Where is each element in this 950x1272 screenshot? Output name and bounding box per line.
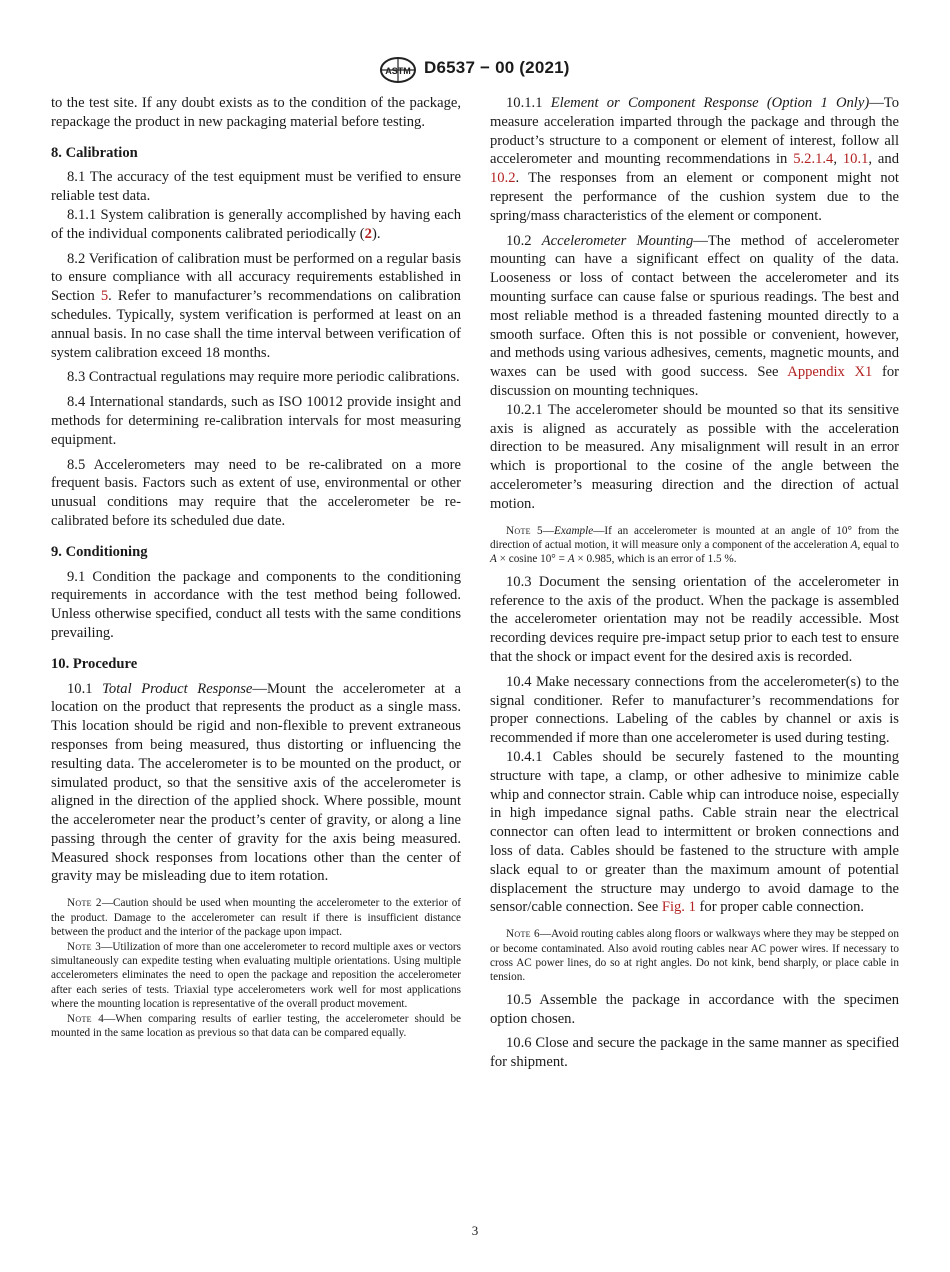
paragraph-8-2: 8.2 Verification of calibration must be performed on a regular basis to ensure compliance with all accuracy requirements established in Section 5. Refer to manufacturer’s recommendations on calibration schedules. Typically, system verification is performed at least on an annual basis. In no case shall the time interval between verification of system calibration exceed 18 months. [51,250,461,361]
svg-text:ASTM: ASTM [385,66,411,76]
section-heading-9: 9. Conditioning [51,543,148,560]
paragraph-continuation: to the test site. If any doubt exists as to the condition of the package, repackage the product in new packaging material before testing. [51,95,461,130]
paragraph-9-1: 9.1 Condition the package and components to the conditioning requirements in accordance with the test method being followed. Unless otherwise specified, conduct all tests with the same conditions prevailing. [51,568,461,641]
paragraph-10-4: 10.4 Make necessary connections from the accelerometer(s) to the signal conditioner. Refer to manufacturer’s recommendations for proper connections. Labeling of the cables by channel or axis is recommended if more than one accelerometer is used during testing. [490,673,899,747]
link-appendix-x1[interactable]: Appendix X1 [787,364,873,381]
paragraph-10-6: 10.6 Close and secure the package in the same manner as specified for shipment. [490,1035,899,1071]
document-id: D6537 − 00 (2021) [424,58,570,77]
note-3: Note 3—Utilization of more than one accelerometer to record multiple axes or vectors simultaneously can expedite testing when evaluating multiple orientations. Using multiple accelerometers eliminates the need to open the package and reposition the accelerometer after each series of tests. Triaxial type accelerometers work well for most applications where the mounting location is representative of the overall product movement. [51,940,462,1011]
astm-logo [378,56,418,84]
right-column [490,94,899,1072]
paragraph-10-4-1: 10.4.1 Cables should be securely fastened to the mounting structure with tape, a clamp, or other adhesive to minimize cable whip and connector strain. Cable whip can introduce noise, especially in high impedance signal paths. Cable strain near the electrical connector can often lead to intermittent or broken connections and loss of data. Cables should be fastened to the structure with ample slack equal to or greater than the maximum amount of potential displacement the structure may undergo to avoid damage to the sensor/cable connection. See Fig. 1 for proper cable connection. [490,748,899,916]
paragraph-8-3: 8.3 Contractual regulations may require more periodic calibrations. [67,369,460,386]
paragraph-10-5: 10.5 Assemble the package in accordance with the specimen option chosen. [490,991,899,1027]
paragraph-10-3: 10.3 Document the sensing orientation of the accelerometer in reference to the axis of the product. When the package is assembled the accelerometer orientation may not be readily accessible. Most recording devices require pre-impact setup prior to each test to ensure that the shock or impact event for the desired axis is recorded. [490,573,899,665]
paragraph-8-1: 8.1 The accuracy of the test equipment must be verified to ensure reliable test data. [51,169,461,205]
link-10-1[interactable]: 10.1 [842,151,869,168]
note-2: Note 2—Caution should be used when mounting the accelerometer to the exterior of the product. Damage to the accelerometer can result if there is insufficient distance between the product and the interior of the package upon impact. [51,897,462,939]
paragraph-8-5: 8.5 Accelerometers may need to be re-calibrated on a more frequent basis. Factors such as extent of use, environmental or other unusual conditions may require that the accelerometer be re-calibrated before its scheduled due date. [51,456,461,529]
paragraph-8-4: 8.4 International standards, such as ISO 10012 provide insight and methods for determining re-calibration intervals for most measuring equipment. [51,394,461,448]
page-number: 3 [471,1223,479,1238]
left-column [51,94,461,1040]
page-header [0,56,950,86]
section-heading-8: 8. Calibration [51,144,138,161]
section-link-5[interactable]: 5 [100,288,109,305]
note-4: Note 4—When comparing results of earlier testing, the accelerometer should be mounted in the same location as previous so that data can be compared equally. [51,1012,462,1039]
section-heading-10: 10. Procedure [51,655,138,672]
note-5: Note 5—Example—If an accelerometer is mounted at an angle of 10° from the direction of actual motion, it will measure only a component of the acceleration A, equal to A × cosine 10° = A × 0.985, which is an error of 1.5 %. [490,524,899,566]
paragraph-8-1-1: 8.1.1 System calibration is generally accomplished by having each of the individual components calibrated periodically (2). [51,206,461,242]
link-5-2-1-4[interactable]: 5.2.1.4 [793,151,834,168]
paragraph-10-1: 10.1 Total Product Response—Mount the accelerometer at a location on the product that represents the product as a single mass. This location should be rigid and non-flexible to prevent extraneous responses from being measured, thus distorting or influencing the resulting data. The accelerometer is to be mounted on the product, or simulated product, so that the sensitive axis of the accelerometer is aligned in the direction of the applied shock. Where possible, mount the accelerometer near the product’s center of gravity, or along a line passing through the center of gravity for the axis being measured. Measured shock responses from locations other than the center of gravity may be misleading due to item rotation. [51,680,461,885]
link-fig-1[interactable]: Fig. 1 [661,899,696,916]
reference-link-2[interactable]: 2 [364,225,372,242]
paragraph-10-2-1: 10.2.1 The accelerometer should be mounted so that its sensitive axis is aligned as accurately as possible with the acceleration direction to be measured. Any misalignment will result in an error which is proportional to the cosine of the angle between the accelerometer’s measuring direction and the direction of actual motion. [490,401,899,512]
note-6: Note 6—Avoid routing cables along floors or walkways where they may be stepped on or become contaminated. Also avoid routing cables near AC power wires. If necessary to cross AC power lines, do so at right angles. Do not kink, bend sharply, or place cable in tension. [490,928,899,984]
paragraph-10-1-1: 10.1.1 Element or Component Response (Option 1 Only)—To measure acceleration imparted through the package and through the product’s structure to a component or element of interest, follow all accelerometer and mounting recommendations in 5.2.1.4, 10.1, and 10.2. The responses from an element or component might not represent the performance of the cushion system due to the spring/mass characteristics of the element or component. [490,95,899,224]
paragraph-10-2: 10.2 Accelerometer Mounting—The method of accelerometer mounting can have a significant effect on quality of the data. Looseness or loss of contact between the accelerometer and its mounting surface can cause false or spurious readings. The best and most reliable method is a threaded fastening mounted directly to a smooth surface. Often this is not possible or convenient, however, and methods using various adhesives, cements, magnetic mounts, and waxes can be used with good success. See Appendix X1 for discussion on mounting techniques. [490,232,899,399]
link-10-2[interactable]: 10.2 [490,170,516,187]
